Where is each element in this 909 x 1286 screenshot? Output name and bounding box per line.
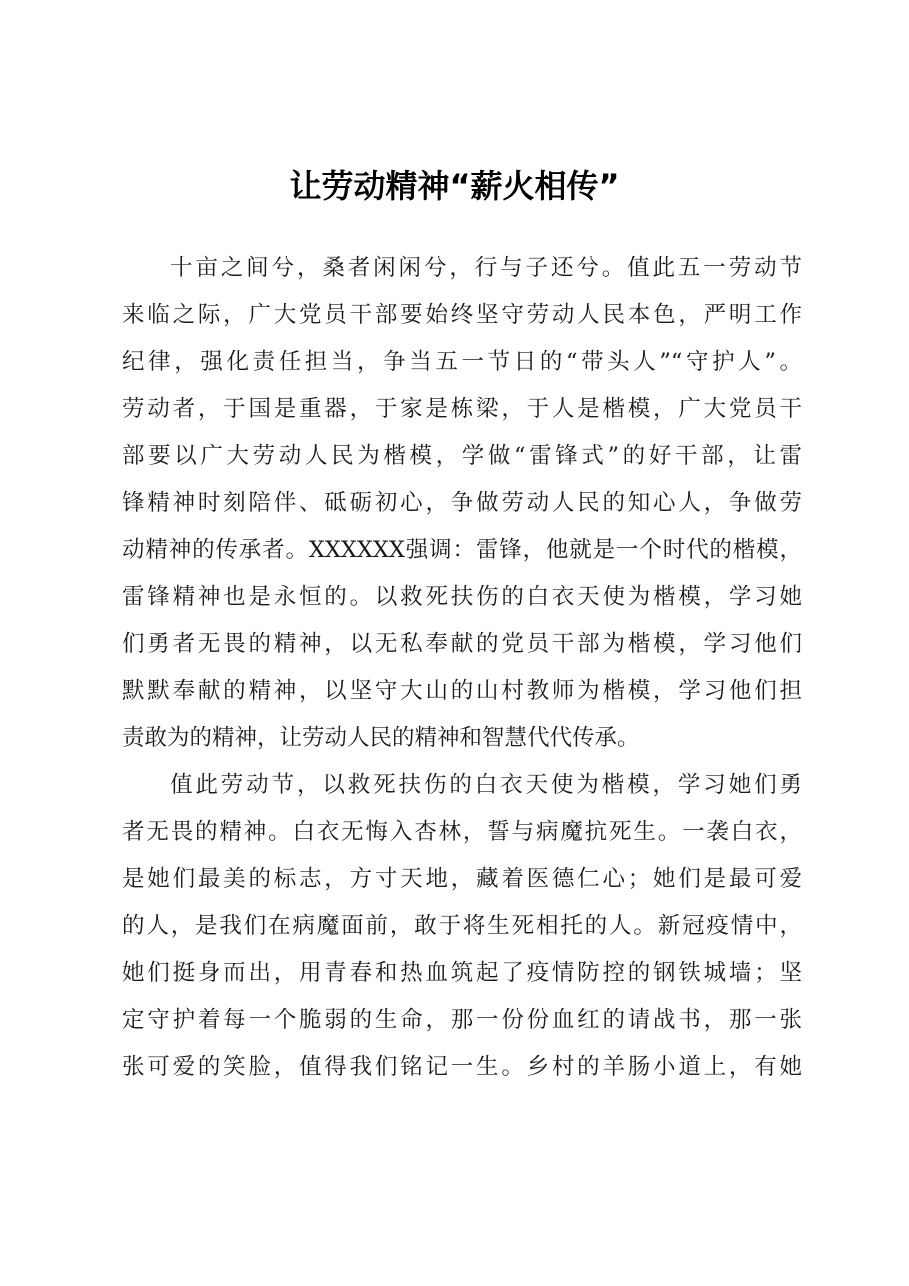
paragraph-2-line: 她们挺身而出，用青春和热血筑起了疫情防控的钢铁城墙；坚 — [122, 960, 802, 986]
paragraph-1-line: 锋精神时刻陪伴、砥砺初心，争做劳动人民的知心人，争做劳 — [122, 490, 802, 516]
paragraph-1-line: 劳动者，于国是重器，于家是栋梁，于人是楷模，广大党员干 — [122, 396, 802, 422]
paragraph-1-line: 部要以广大劳动人民为楷模，学做“雷锋式”的好干部，让雷 — [122, 443, 802, 469]
paragraph-2-line: 张可爱的笑脸，值得我们铭记一生。乡村的羊肠小道上，有她 — [122, 1054, 802, 1080]
paragraph-2-line: 值此劳动节，以救死扶伤的白衣天使为楷模，学习她们勇 — [170, 772, 802, 798]
paragraph-2-line: 是她们最美的标志，方寸天地，藏着医德仁心；她们是最可爱 — [122, 866, 802, 892]
paragraph-1-line: 责敢为的精神，让劳动人民的精神和智慧代代传承。 — [122, 725, 640, 751]
paragraph-1-line: 雷锋精神也是永恒的。以救死扶伤的白衣天使为楷模，学习她 — [122, 584, 802, 610]
paragraph-1-line: 纪律，强化责任担当，争当五一节日的“带头人”“守护人”。 — [122, 349, 802, 375]
paragraph-2-line: 者无畏的精神。白衣无悔入杏林，誓与病魔抗死生。一袭白衣， — [122, 819, 802, 845]
paragraph-1-line: 默默奉献的精神，以坚守大山的山村教师为楷模，学习他们担 — [122, 678, 802, 704]
paragraph-1-line: 十亩之间兮，桑者闲闲兮，行与子还兮。值此五一劳动节 — [170, 255, 802, 281]
paragraph-1-line: 来临之际，广大党员干部要始终坚守劳动人民本色，严明工作 — [122, 302, 802, 328]
paragraph-2-line: 的人，是我们在病魔面前，敢于将生死相托的人。新冠疫情中， — [122, 913, 802, 939]
document-title: 让劳动精神“薪火相传” — [289, 167, 620, 205]
paragraph-1-line: 们勇者无畏的精神，以无私奉献的党员干部为楷模，学习他们 — [122, 631, 802, 657]
paragraph-1-line: 动精神的传承者。XXXXXX强调：雷锋，他就是一个时代的楷模， — [122, 537, 802, 563]
paragraph-2-line: 定守护着每一个脆弱的生命，那一份份血红的请战书，那一张 — [122, 1007, 802, 1033]
